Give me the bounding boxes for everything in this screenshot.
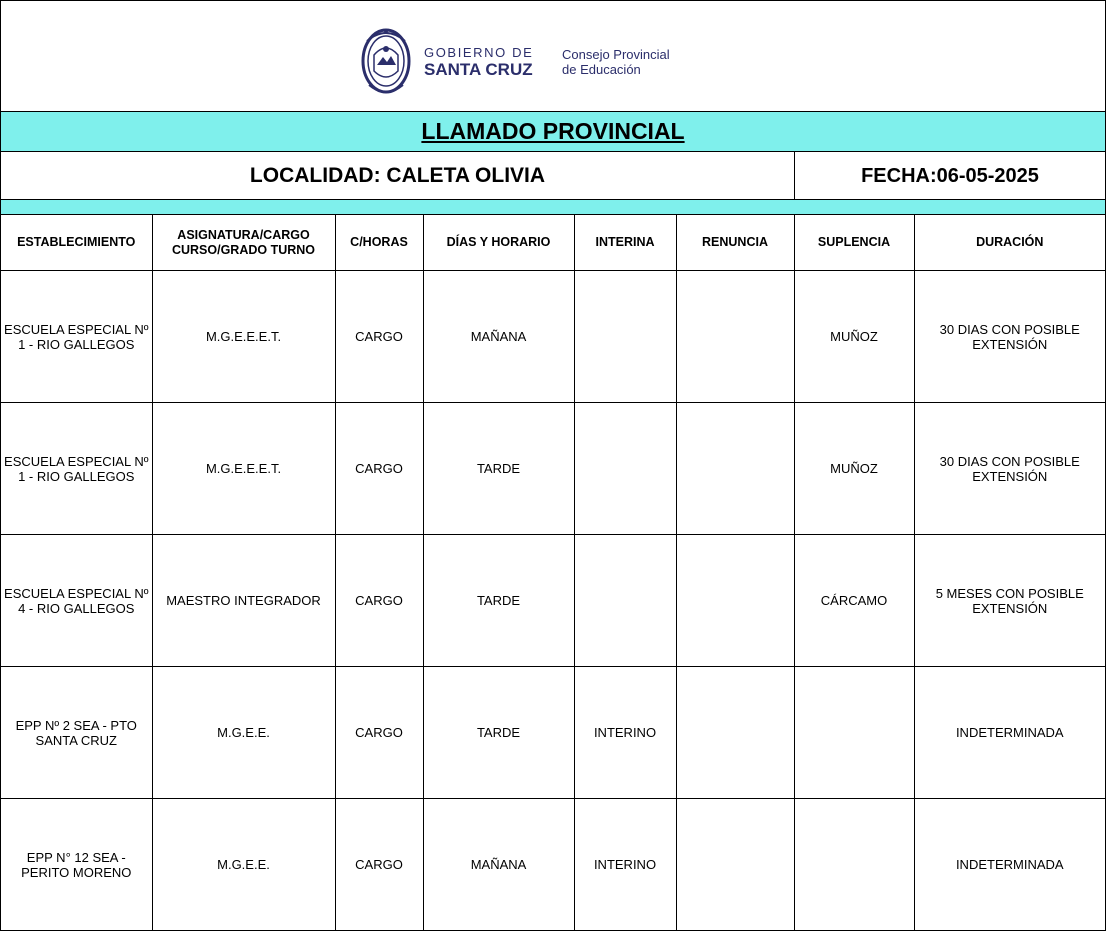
council-label-line1: Consejo Provincial: [562, 47, 670, 62]
table-cell: ESCUELA ESPECIAL Nº 1 - RIO GALLEGOS: [1, 271, 152, 403]
column-header: ASIGNATURA/CARGO CURSO/GRADO TURNO: [152, 215, 335, 271]
table-cell: [676, 403, 794, 535]
table-cell: CARGO: [335, 403, 423, 535]
column-header: DURACIÓN: [914, 215, 1105, 271]
table-header-row: [1, 215, 1105, 271]
table-cell: [676, 667, 794, 799]
council-label-line2: de Educación: [562, 62, 641, 77]
table-row: [1, 799, 1105, 931]
column-header: C/HORAS: [335, 215, 423, 271]
column-header: INTERINA: [574, 215, 676, 271]
table-cell: ESCUELA ESPECIAL Nº 1 - RIO GALLEGOS: [1, 403, 152, 535]
table-cell: CARGO: [335, 799, 423, 931]
table-cell: TARDE: [423, 667, 574, 799]
table-cell: M.G.E.E.E.T.: [152, 271, 335, 403]
table-cell: INTERINO: [574, 799, 676, 931]
table-cell: CARGO: [335, 535, 423, 667]
table-cell: [676, 271, 794, 403]
provincial-seal-icon: [359, 25, 413, 99]
table-cell: CÁRCAMO: [794, 535, 914, 667]
table-cell: M.G.E.E.: [152, 667, 335, 799]
table-cell: MUÑOZ: [794, 403, 914, 535]
table-cell: 5 MESES CON POSIBLE EXTENSIÓN: [914, 535, 1105, 667]
table-cell: EPP Nº 2 SEA - PTO SANTA CRUZ: [1, 667, 152, 799]
table-cell: EPP N° 12 SEA - PERITO MORENO: [1, 799, 152, 931]
table-cell: 30 DIAS CON POSIBLE EXTENSIÓN: [914, 403, 1105, 535]
table-cell: [794, 799, 914, 931]
table-cell: [574, 271, 676, 403]
table-cell: MAÑANA: [423, 799, 574, 931]
table-row: [1, 403, 1105, 535]
column-header: ESTABLECIMIENTO: [1, 215, 152, 271]
government-label: GOBIERNO DE: [424, 45, 534, 60]
date-label: FECHA:06-05-2025: [861, 165, 1039, 187]
table-row: [1, 271, 1105, 403]
column-header: SUPLENCIA: [794, 215, 914, 271]
column-header: DÍAS Y HORARIO: [423, 215, 574, 271]
table-cell: INDETERMINADA: [955, 857, 1064, 872]
page-title: LLAMADO PROVINCIAL: [1, 112, 1105, 152]
table-cell: 30 DIAS CON POSIBLE EXTENSIÓN: [914, 271, 1105, 403]
table-row: [1, 667, 1105, 799]
logo-header: [1, 1, 1105, 112]
table-cell: CARGO: [335, 271, 423, 403]
table-cell: CARGO: [335, 667, 423, 799]
positions-table: [1, 215, 1105, 930]
table-cell: M.G.E.E.: [152, 799, 335, 931]
column-header: RENUNCIA: [676, 215, 794, 271]
table-cell: [574, 403, 676, 535]
table-cell: MUÑOZ: [794, 271, 914, 403]
table-cell: TARDE: [423, 535, 574, 667]
table-cell: INTERINO: [574, 667, 676, 799]
table-row: [1, 535, 1105, 667]
locality-row: [1, 152, 1105, 200]
table-cell: ESCUELA ESPECIAL Nº 4 - RIO GALLEGOS: [1, 535, 152, 667]
table-cell: M.G.E.E.E.T.: [152, 403, 335, 535]
table-cell: TARDE: [423, 403, 574, 535]
government-logo: [359, 25, 699, 99]
table-cell: INDETERMINADA: [914, 667, 1105, 799]
table-cell: [676, 799, 794, 931]
table-cell: MAÑANA: [423, 271, 574, 403]
province-label: SANTA CRUZ: [424, 60, 533, 79]
table-cell: [794, 667, 914, 799]
table-cell: [676, 535, 794, 667]
table-cell: MAESTRO INTEGRADOR: [152, 535, 335, 667]
table-cell: [574, 535, 676, 667]
locality-label: LOCALIDAD: CALETA OLIVIA: [1, 152, 795, 199]
separator-band: [1, 200, 1105, 215]
